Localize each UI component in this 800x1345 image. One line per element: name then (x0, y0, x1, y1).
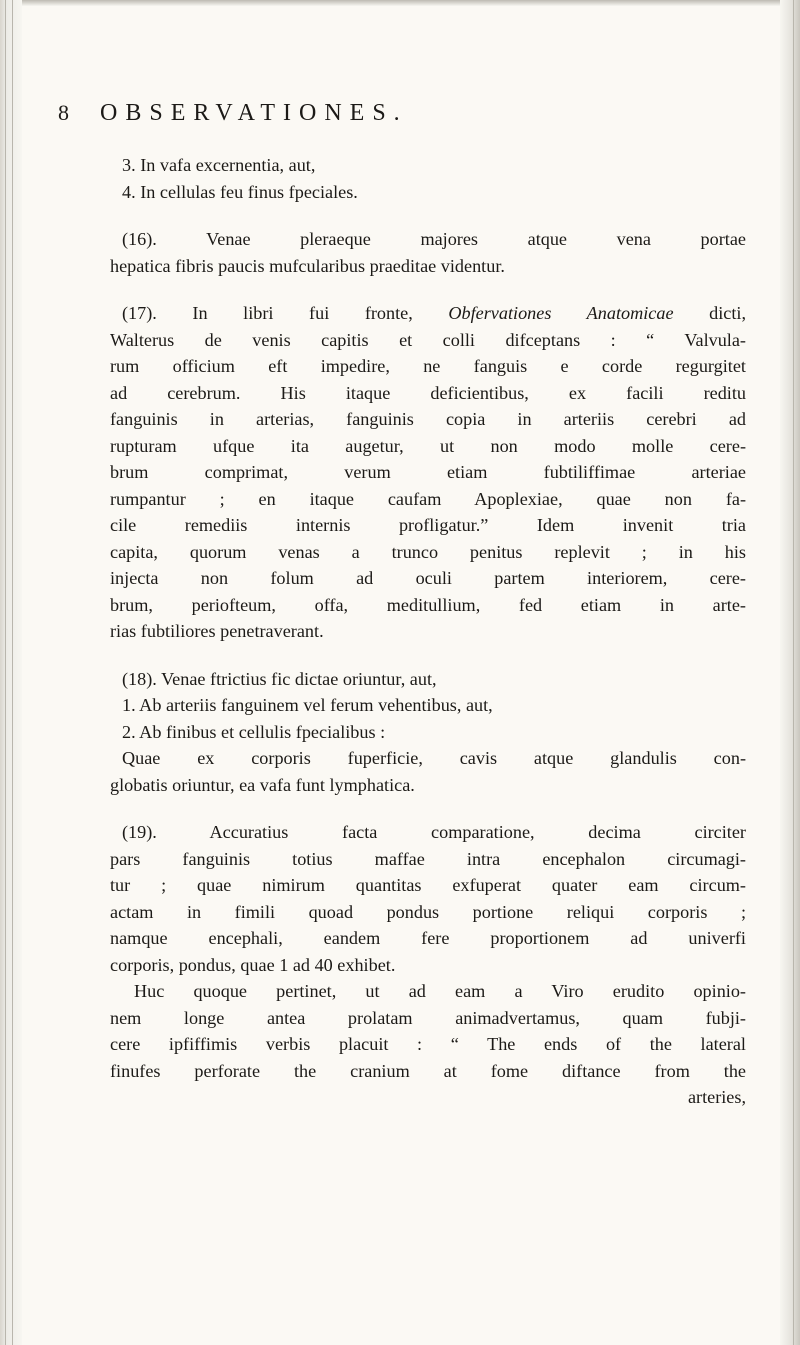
text-line: namque encephali, eandem fere proportionem ad univerfi (110, 928, 746, 948)
text-line: 4. In cellulas feu finus fpeciales. (122, 181, 358, 202)
page-edge-line (793, 0, 794, 1345)
binding-line (12, 0, 13, 1345)
text-line: Quae ex corporis fuperficie, cavis atque glandulis con- (122, 748, 746, 768)
text-line: injecta non folum ad oculi partem interiorem, cere- (110, 568, 746, 588)
body-text (110, 152, 746, 1111)
text-line: (19). Accuratius facta comparatione, decima circiter (122, 822, 746, 842)
text-line: ad cerebrum. His itaque deficientibus, ex facili reditu (110, 382, 746, 403)
paragraph-gap (110, 205, 746, 226)
text-line: rum officium eft impedire, ne fanguis e corde regurgitet (110, 356, 746, 376)
page-number: 8 (58, 100, 69, 125)
paragraph-gap (110, 279, 746, 300)
text-line: cile remediis internis profligatur.” Idem invenit tria (110, 515, 746, 535)
text-span: dicti, (709, 303, 746, 323)
text-line: (16). Venae pleraeque majores atque vena portae (122, 229, 746, 249)
binding-line (5, 0, 6, 1345)
text-line: fanguinis in arterias, fanguinis copia in arteriis cerebri ad (110, 409, 746, 429)
page-right-edge (780, 0, 800, 1345)
text-line: Huc quoque pertinet, ut ad eam a Viro erudito opinio- (134, 981, 746, 1001)
text-line: rias fubtiliores penetraverant. (110, 621, 324, 641)
book-title: Obfervationes Anatomicae (448, 303, 674, 323)
text-line: Walterus de venis capitis et colli difceptans : “ Valvula- (110, 329, 746, 350)
text-span: (17). In libri fui fronte, (122, 303, 413, 323)
text-line: corporis, pondus, quae 1 ad 40 exhibet. (110, 954, 396, 975)
page-top-edge (0, 0, 800, 6)
paragraph-gap (110, 798, 746, 819)
text-line: globatis oriuntur, ea vafa funt lymphatica. (110, 774, 415, 795)
text-line: cere ipfiffimis verbis placuit : “ The ends of the lateral (110, 1034, 746, 1054)
text-line: 3. In vafa excernentia, aut, (122, 155, 316, 175)
text-line: tur ; quae nimirum quantitas exfuperat quater eam circum- (110, 875, 746, 895)
text-line: 2. Ab finibus et cellulis fpecialibus : (122, 721, 386, 742)
text-line: nem longe antea prolatam animadvertamus, quam fubji- (110, 1007, 746, 1028)
running-title: OBSERVATIONES. (100, 100, 408, 126)
text-line: capita, quorum venas a trunco penitus replevit ; in his (110, 541, 746, 562)
text-line: actam in fimili quoad pondus portione reliqui corporis ; (110, 901, 746, 922)
text-line: pars fanguinis totius maffae intra encephalon circumagi- (110, 848, 746, 869)
text-line: brum comprimat, verum etiam fubtiliffimae arteriae (110, 462, 746, 482)
text-line: hepatica fibris paucis mufcularibus praeditae videntur. (110, 255, 505, 276)
text-line: 1. Ab arteriis fanguinem vel ferum vehentibus, aut, (122, 695, 493, 715)
text-line: (18). Venae ftrictius fic dictae oriuntur, aut, (122, 668, 437, 689)
text-line: rupturam ufque ita augetur, ut non modo molle cere- (110, 435, 746, 456)
page-header (58, 100, 758, 130)
catchword: arteries, (687, 1087, 746, 1107)
text-line (110, 300, 746, 327)
text-line: rumpantur ; en itaque caufam Apoplexiae, quae non fa- (110, 488, 746, 509)
text-line: finufes perforate the cranium at fome diftance from the (110, 1060, 746, 1081)
text-line: brum, periofteum, offa, meditullium, fed etiam in arte- (110, 594, 746, 615)
paragraph-gap (110, 645, 746, 666)
page-left-edge (0, 0, 22, 1345)
